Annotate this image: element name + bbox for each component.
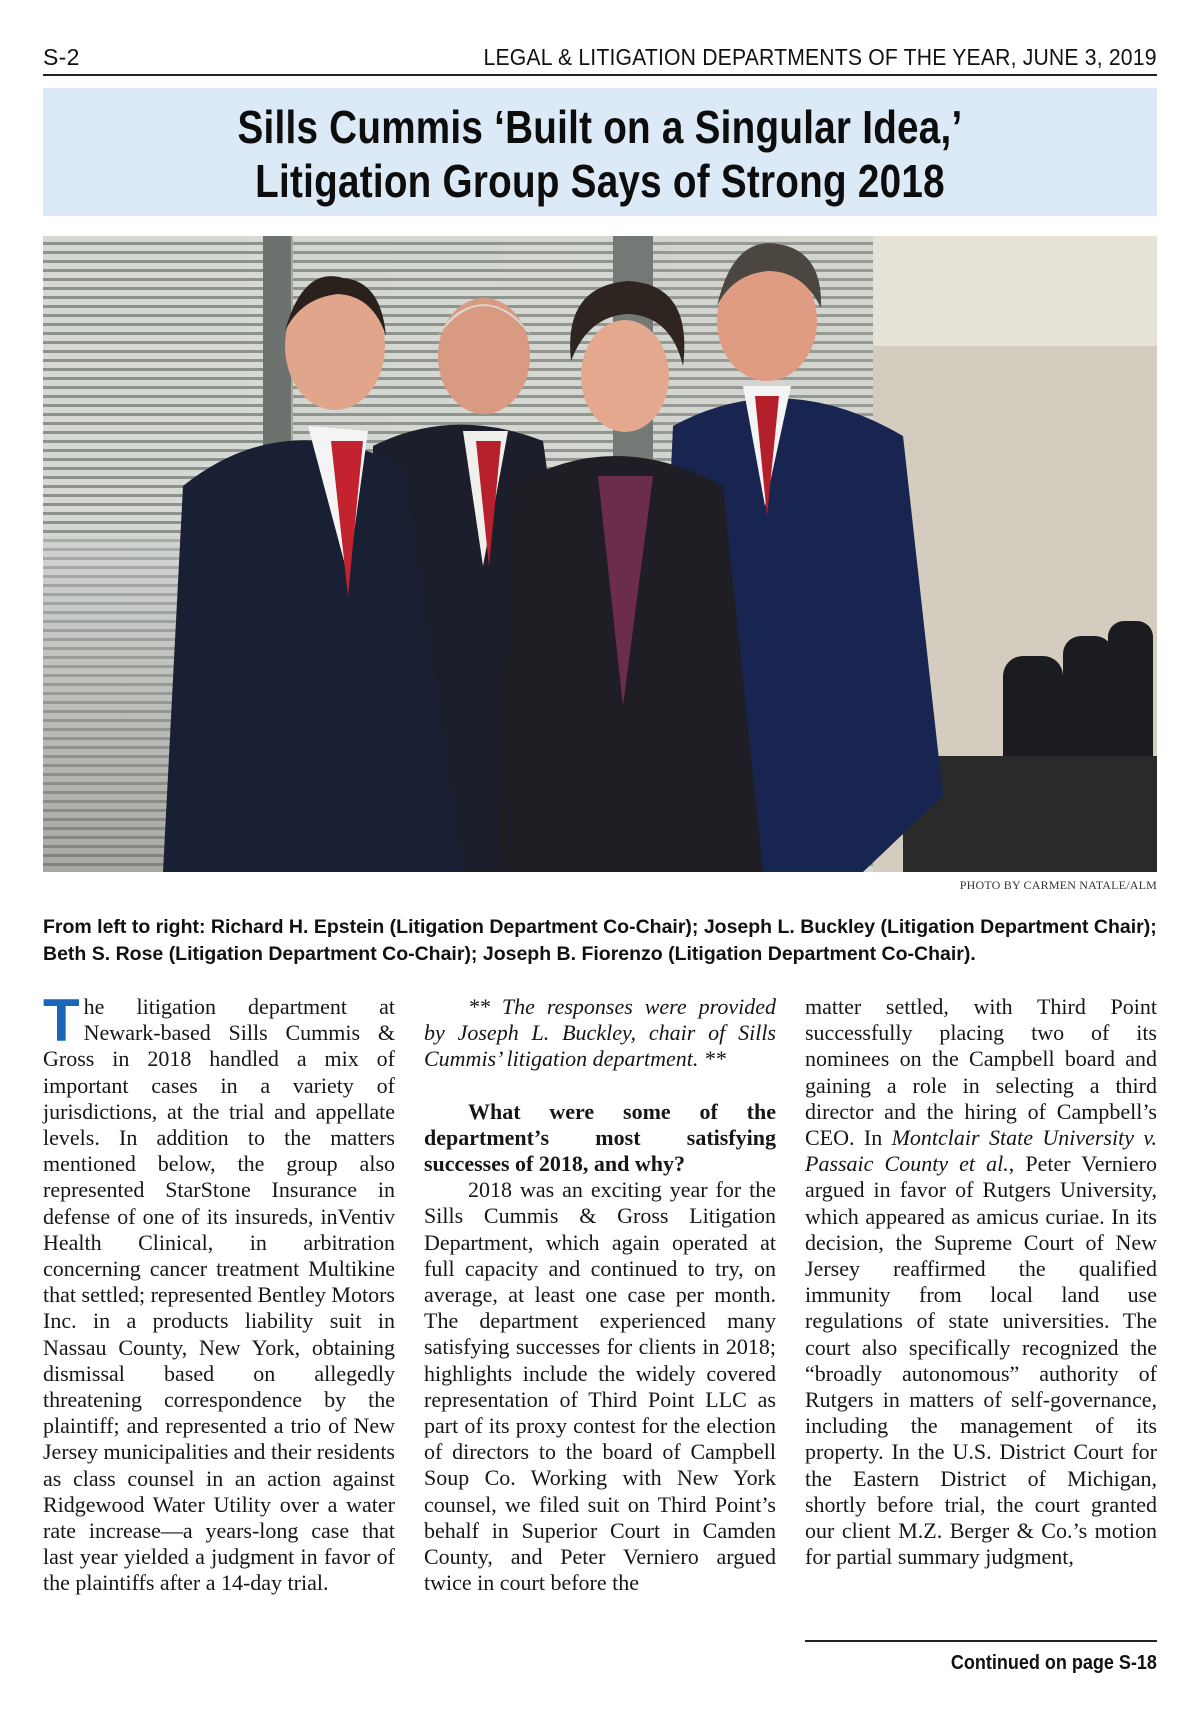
- continuation-text-b: , Peter Verniero argued in favor of Rutgers University, which appeared as amicus curiae. In its decision, the Supreme Court of New Jersey reaffirmed the qualified immunity from local land use regulations of state universities. The court also specifically recognized the “broadly autonomous” authority of Rutgers in matters of self-governance, including the management of its property. In the U.S. District Court for the Eastern District of Michigan, shortly before trial, the court granted our client M.Z. Berger & Co.’s motion for partial summary judgment,: [805, 1151, 1157, 1570]
- photo-caption: From left to right: Richard H. Epstein (Litigation Department Co-Chair); Joseph L. Buckley (Litigation Department Chair); Beth S. Rose (Litigation Department Co-Chair); Joseph B. Fiorenzo (Litigation Department Co-Chair).: [43, 916, 1157, 965]
- answer-paragraph: 2018 was an exciting year for the Sills Cummis & Gross Litigation Department, which again operated at full capacity and continued to try, on average, at least one case per month. The department experienced many satisfying successes for clients in 2018; highlights include the widely covered representation of Third Point LLC as part of its proxy contest for the election of directors to the board of Campbell Soup Co. Working with New York counsel, we filed suit on Third Point’s behalf in Superior Court in Camden County, and Peter Verniero argued twice in court before the: [424, 1177, 776, 1596]
- page-folio: S-2: [43, 44, 80, 70]
- continuation-paragraph: [805, 994, 1157, 1570]
- article-column-3: [805, 994, 1157, 1570]
- responses-note: ** The responses were provided by Joseph L. Buckley, chair of Sills Cummis’ litigation department. **: [424, 994, 776, 1072]
- group-photo: [43, 236, 1157, 872]
- interview-question: What were some of the department’s most satisfying successes of 2018, and why?: [424, 1098, 776, 1177]
- article-column-1: [43, 987, 395, 1597]
- headline-banner: [43, 88, 1157, 216]
- article-paragraph-1: [43, 987, 395, 1597]
- photo-credit: PHOTO BY CARMEN NATALE/ALM: [959, 878, 1157, 892]
- headline: [132, 100, 1068, 208]
- case-name: Montclair State University v. Passaic County et al.: [805, 1125, 1157, 1177]
- paragraph-1-text: he litigation department at Newark-based Sills Cummis & Gross in 2018 handled a mix of important cases in a variety of jurisdictions, at the trial and appellate levels. In addition to the matters mentioned below, the group also represented StarStone Insurance in defense of one of its insureds, inVentiv Health Clinical, in arbitration concerning cancer treatment Multikine that settled; represented Bentley Motors Inc. in a products liability suit in Nassau County, New York, obtaining dismissal based on allegedly threatening correspondence by the plaintiff; and represented a trio of New Jersey municipalities and their residents as class counsel in an action against Ridgewood Water Utility over a water rate increase—a years-long case that last year yielded a judgment in favor of the plaintiffs after a 14-day trial.: [43, 994, 395, 1596]
- headline-line-2: Litigation Group Says of Strong 2018: [255, 155, 945, 207]
- headline-line-1: Sills Cummis ‘Built on a Singular Idea,’: [237, 101, 963, 153]
- continued-link[interactable]: Continued on page S-18: [950, 1652, 1157, 1674]
- drop-cap: T: [43, 987, 80, 1054]
- continuation-text-a: matter settled, with Third Point successfully placing two of its nominees on the Campbell board and gaining a role in selecting a third director and the hiring of Campbell’s CEO. In: [805, 994, 1157, 1151]
- header-rule: [43, 74, 1157, 76]
- running-head: LEGAL & LITIGATION DEPARTMENTS OF THE YEAR, JUNE 3, 2019: [483, 44, 1157, 70]
- jump-rule: [805, 1640, 1157, 1642]
- article-column-2: [424, 994, 776, 1596]
